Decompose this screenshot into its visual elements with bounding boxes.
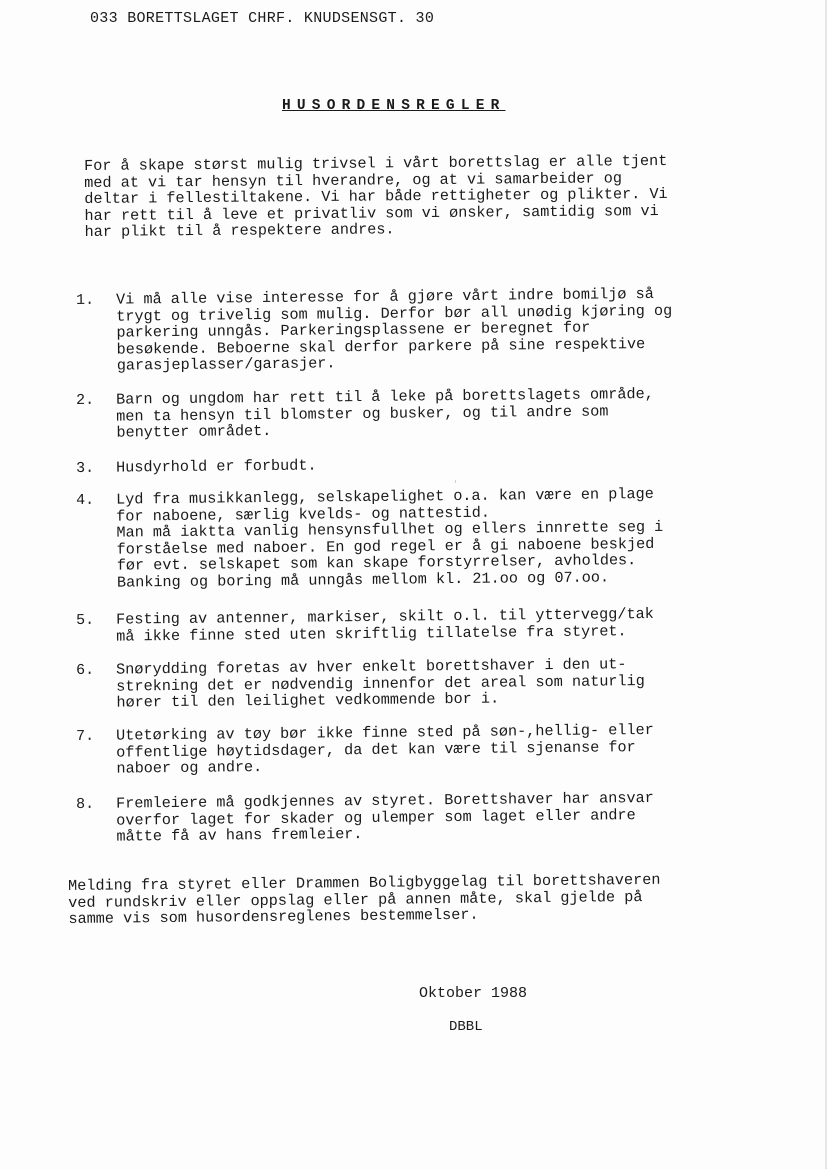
signature: DBBL — [449, 1019, 483, 1035]
rule-item — [76, 384, 736, 442]
rule-text: Vi må alle vise interesse for å gjøre vårt indre bomiljø så trygt og trivelig som mulig. Derfor bør all unødig kjøring og parkering unngås. Parkeringsplassene er beregnet for besøkende. Beboerne skal derfor parkere på sine respektive garasjeplasser/garasjer. — [115, 284, 673, 375]
document-title: HUSORDENSREGLER — [282, 98, 506, 114]
rule-number: 8. — [76, 795, 95, 813]
rule-number: 4. — [76, 491, 95, 509]
scan-speck — [455, 480, 456, 483]
rule-number: 2. — [76, 391, 95, 409]
intro-paragraph: For å skape størst mulig trivsel i vårt borettslag er alle tjent med at vi tar hensyn til hverandre, og at vi samarbeider og deltar i fellestiltakene. Vi har både rettigheter og plikter. Vi har rett til å leve et privatliv som vi ønsker, samtidig som vi har plikt til å respektere andres. — [83, 151, 668, 242]
rule-item — [76, 720, 736, 778]
rule-item — [76, 604, 736, 646]
rule-number: 5. — [76, 611, 95, 629]
rule-number: 1. — [76, 291, 95, 309]
rule-item — [76, 655, 736, 712]
rule-text: Utetørking av tøy bør ikke finne sted på søn-,hellig- eller offentlige høytidsdager, da det kan være til sjenanse for naboer og andre. — [115, 720, 654, 778]
rule-item — [76, 484, 736, 592]
rule-number: 3. — [76, 459, 95, 477]
rule-text: Barn og ungdom har rett til å leke på borettslagets område, men ta hensyn til blomster og busker, og til andre som benytter området. — [115, 384, 654, 442]
rule-item — [76, 453, 736, 477]
document-date: Oktober 1988 — [419, 985, 528, 1002]
rule-text: Lyd fra musikkanlegg, selskapelighet o.a. kan være en plage for naboene, særlig kvelds- og nattestid. Man må iaktta vanlig hensynsfullhet og ellers innrette seg i forståelse med naboer. En god regel er å gi naboene beskjed før evt. selskapet som kan skape forstyrrelser, avholdes. Banking og boring må unngås mellom kl. 21.oo og 07.oo. — [115, 484, 664, 592]
rule-text: Festing av antenner, markiser, skilt o.l. til yttervegg/tak må ikke finne sted uten skriftlig tillatelse fra styret. — [115, 604, 654, 646]
closing-paragraph: Melding fra styret eller Drammen Boligbyggelag til borettshaveren ved rundskriv eller oppslag eller på annen måte, skal gjelde på samme vis som husordensreglenes bestemmelser. — [67, 870, 661, 929]
rule-text: Fremleiere må godkjennes av styret. Borettshaver har ansvar overfor laget for skader og ulemper som laget eller andre måtte få av hans fremleier. — [115, 788, 654, 846]
rule-text: Snørydding foretas av hver enkelt borettshaver i den ut- strekning det er nødvendig innenfor det areal som naturlig hører til den leilighet vedkommende bor i. — [115, 655, 645, 712]
rule-number: 7. — [76, 727, 95, 745]
rule-item — [76, 788, 736, 846]
document-header: 033 BORETTSLAGET CHRF. KNUDSENSGT. 30 — [90, 10, 435, 27]
rule-text: Husdyrhold er forbudt. — [115, 456, 317, 477]
rule-number: 6. — [76, 661, 95, 679]
rule-item — [76, 284, 736, 375]
